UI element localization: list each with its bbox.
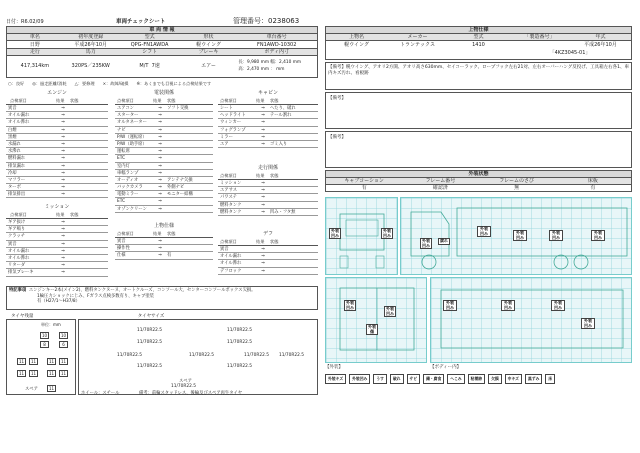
result: ⇒ bbox=[261, 181, 265, 186]
result: ⇒ bbox=[261, 268, 265, 274]
result: ⇒ bbox=[158, 113, 162, 119]
check-item: リターダ bbox=[8, 263, 26, 269]
check-item: オイル漏れ bbox=[8, 248, 30, 254]
result: ⇒ bbox=[61, 127, 65, 133]
exterior-label: 【外装】 bbox=[325, 365, 343, 370]
damage-label: 外装 凹み bbox=[501, 300, 515, 311]
result: ⇒ bbox=[158, 177, 162, 183]
damage-legend-item: 破れ bbox=[390, 374, 404, 384]
note-box-2: 【備考】 bbox=[325, 92, 632, 129]
check-row bbox=[218, 260, 318, 267]
status-note: テール割れ bbox=[270, 113, 292, 119]
check-row bbox=[115, 105, 213, 112]
check-item: 水漏れ bbox=[8, 141, 21, 147]
check-row bbox=[6, 241, 108, 248]
result: ⇒ bbox=[261, 113, 265, 119]
check-row bbox=[6, 233, 108, 240]
check-row bbox=[218, 253, 318, 260]
date: 日付：R6.02/09 bbox=[6, 19, 44, 25]
result: ⇒ bbox=[261, 127, 265, 133]
result: ⇒ bbox=[61, 120, 65, 126]
check-row bbox=[218, 127, 318, 134]
result: ⇒ bbox=[261, 202, 265, 208]
damage-legend-item: 粘着跡 bbox=[468, 374, 485, 384]
check-row bbox=[6, 255, 108, 262]
check-row bbox=[218, 202, 318, 209]
check-item: ギア鳴り bbox=[8, 227, 26, 233]
check-row bbox=[115, 184, 213, 191]
check-row bbox=[6, 177, 108, 184]
result: ⇒ bbox=[158, 239, 162, 244]
damage-legend-item: へこみ bbox=[447, 374, 464, 384]
damage-label: 外装 凹み bbox=[513, 230, 527, 241]
tire-diagram: 単位：mm 10 10 8 6 11 11 11 11 11 11 11 11 スペア 11 bbox=[6, 319, 76, 395]
electric-section: 電装関係 点検項目 結果 状態 エアコン ⇒ ソフト交換 スターター ⇒ オルタネーター ⇒ ナビ ⇒ P/W（運転席） ⇒ P/W（助手席） ⇒ 運転席 ⇒ ETC ⇒ 室内灯 ⇒ 車幅ランプ ⇒ オーディオ ⇒ アンテナ欠損 バックカメラ ⇒ 外側ナビ 電動ミラー ⇒ モニター結構 ETC ⇒ オゾンクリーン ⇒ bbox=[115, 89, 213, 219]
check-item: クラッチ bbox=[8, 234, 26, 240]
check-item: P/W（運転席） bbox=[117, 134, 147, 140]
result: ⇒ bbox=[61, 220, 65, 225]
check-row bbox=[6, 219, 108, 226]
diff-section: デフ 点検項目 結果 状態 異音 ⇒ オイル漏れ ⇒ オイル滲れ ⇒ デフロック ⇒ bbox=[218, 230, 318, 280]
result: ⇒ bbox=[261, 195, 265, 201]
check-item: 操作性 bbox=[117, 246, 130, 252]
result: ⇒ bbox=[61, 134, 65, 140]
exterior-status: 外装状態 キャブコーション フレーム番号 フレームのさび 床板 有 確認済 無 有 bbox=[325, 170, 632, 192]
result: ⇒ bbox=[261, 261, 265, 267]
check-item: バックカメラ bbox=[117, 185, 143, 191]
check-item: オイル滲れ bbox=[8, 255, 30, 261]
check-row bbox=[115, 177, 213, 184]
doc-title: 車両チェックシート bbox=[116, 19, 166, 25]
result: ⇒ bbox=[61, 248, 65, 254]
drive-section: 走行関係 点検項目 結果 状態 ミッション ⇒ エアサス ⇒ パワステ ⇒ 燃料タンク ⇒ 燃料タンク ⇒ 凹み・フタ無 bbox=[218, 164, 318, 224]
check-item: ウィンカー bbox=[220, 120, 242, 126]
status-note: ソフト交換 bbox=[167, 106, 189, 111]
check-item: 排気排出 bbox=[8, 192, 26, 198]
check-row bbox=[6, 155, 108, 162]
check-item: 異音 bbox=[220, 247, 229, 252]
check-item: P/W（助手席） bbox=[117, 141, 147, 147]
check-item: 車幅ランプ bbox=[117, 170, 139, 176]
result: ⇒ bbox=[61, 263, 65, 269]
check-item: 仕様 bbox=[117, 253, 126, 259]
damage-legend-item: うす bbox=[373, 374, 387, 384]
note-box-3: 【備考】 bbox=[325, 131, 632, 168]
check-item: ターボ bbox=[8, 185, 21, 191]
result: ⇒ bbox=[61, 270, 65, 276]
damage-label: 外装 凹み bbox=[383, 228, 391, 238]
result: ⇒ bbox=[158, 199, 162, 205]
damage-legend-item: 中キズ bbox=[505, 374, 522, 384]
check-item: エア bbox=[220, 141, 229, 147]
result: ⇒ bbox=[61, 149, 65, 155]
damage-label: 外装 凹み bbox=[591, 230, 605, 241]
status-note: ゴミ入り bbox=[270, 141, 288, 147]
check-row bbox=[218, 141, 318, 148]
check-row bbox=[218, 105, 318, 112]
check-row bbox=[218, 112, 318, 119]
check-row bbox=[6, 226, 108, 233]
result: ⇒ bbox=[158, 163, 162, 169]
result: ⇒ bbox=[61, 177, 65, 183]
damage-legend-item: 錆・腐食 bbox=[423, 374, 444, 384]
check-row bbox=[218, 180, 318, 187]
damage-label: 外装 凹み bbox=[551, 300, 565, 311]
result: ⇒ bbox=[261, 134, 265, 140]
check-item: オイル滲れ bbox=[220, 261, 242, 267]
result: ⇒ bbox=[158, 253, 162, 259]
result: ⇒ bbox=[158, 120, 162, 126]
result: ⇒ bbox=[61, 241, 65, 247]
damage-label: 外装 凹み bbox=[581, 318, 595, 329]
result: ⇒ bbox=[61, 170, 65, 176]
check-row bbox=[6, 269, 108, 276]
check-row bbox=[6, 148, 108, 155]
result: ⇒ bbox=[61, 227, 65, 233]
check-row bbox=[6, 141, 108, 148]
check-item: 運転席 bbox=[117, 149, 130, 155]
damage-label: 外装 凹み bbox=[549, 230, 563, 241]
result: ⇒ bbox=[158, 149, 162, 155]
tire-section: タイヤ残量 タイヤサイズ 単位：mm 10 10 8 6 11 11 11 11 11 11 11 11 スペア 11 11/70R22.5 11/70R22.5 11/70R22.5 11/70R22.5 11/70R22.5 11/70R22.5 11/70R22.5 11/70R22.5 11/70R22.5 11/70R22.5 スペア 11/70R22.5 ホイール：スチール 備考：前輪スタッドレス、後輪及びスペア再生タイヤ bbox=[6, 313, 318, 403]
check-item: エアコン bbox=[117, 106, 134, 111]
check-item: 異音 bbox=[117, 239, 126, 244]
result: ⇒ bbox=[261, 106, 265, 111]
check-item: オルタネーター bbox=[117, 120, 147, 126]
check-row bbox=[6, 170, 108, 177]
result: ⇒ bbox=[261, 209, 265, 215]
check-item: ミラー bbox=[220, 134, 233, 140]
check-item: ギア抜け bbox=[8, 220, 26, 225]
check-row bbox=[115, 163, 213, 170]
result: ⇒ bbox=[61, 113, 65, 119]
check-row bbox=[115, 245, 213, 252]
result: ⇒ bbox=[158, 141, 162, 147]
result: ⇒ bbox=[61, 185, 65, 191]
check-item: フォグランプ bbox=[220, 127, 246, 133]
damage-label: 腐れ bbox=[440, 238, 448, 243]
check-item: オイル漏れ bbox=[220, 254, 242, 260]
check-item: 燃料漏れ bbox=[8, 156, 26, 162]
result: ⇒ bbox=[158, 106, 162, 111]
check-row bbox=[115, 148, 213, 155]
result: ⇒ bbox=[261, 120, 265, 126]
check-row bbox=[6, 184, 108, 191]
damage-label: 外装 凹み bbox=[386, 306, 394, 316]
check-item: ETC bbox=[117, 156, 126, 162]
damage-label: 外装 凹み bbox=[346, 300, 354, 310]
damage-legend-item: 床 bbox=[545, 374, 555, 384]
damage-label: 外装 凹み bbox=[443, 300, 457, 311]
mileage: 417,314km bbox=[20, 63, 50, 69]
check-row bbox=[6, 134, 108, 141]
damage-label: 外装 傷 bbox=[368, 324, 376, 334]
body-label: 【ボディー内】 bbox=[430, 365, 462, 370]
check-row bbox=[115, 127, 213, 134]
mission-section: ミッション 点検項目 結果 状態 ギア抜け ⇒ ギア鳴り ⇒ クラッチ ⇒ 異音 ⇒ オイル漏れ ⇒ オイル滲れ ⇒ リターダ ⇒ 排気ブレーキ ⇒ bbox=[6, 203, 108, 283]
result: ⇒ bbox=[61, 156, 65, 162]
check-item: マフラー bbox=[8, 177, 26, 183]
check-row bbox=[218, 209, 318, 216]
engine-section: エンジン 点検項目 結果 状態 異音 ⇒ オイル漏れ ⇒ オイル滲れ ⇒ 白煙 ⇒ 黒煙 ⇒ 水漏れ ⇒ 水滲れ ⇒ 燃料漏れ ⇒ 排気漏れ ⇒ 冷却 ⇒ マフラー ⇒ ターボ ⇒ 排気排出 ⇒ bbox=[6, 89, 108, 199]
truck-rear-view bbox=[325, 277, 427, 363]
check-item: パワステ bbox=[220, 195, 237, 201]
check-item: 冷却 bbox=[8, 170, 17, 176]
check-item: 異音 bbox=[8, 106, 17, 111]
result: ⇒ bbox=[158, 156, 162, 162]
check-item: 排気漏れ bbox=[8, 163, 26, 169]
check-item: オイル漏れ bbox=[8, 113, 30, 119]
special-notes: 特記事項 エンジンキー2本(メイン2)、燃料タンクヌーヌ、オートクルーズ、コンソール大、センターコンソールボックス欠損。 1輪圧力ショックにじみ、Fガラス点検多数有り、キャブ塗装 有（H27/1〜H37/8） bbox=[6, 286, 318, 310]
check-row bbox=[115, 112, 213, 119]
car-name: 日野 bbox=[29, 42, 40, 48]
check-row bbox=[218, 246, 318, 253]
result: ⇒ bbox=[261, 254, 265, 260]
check-item: ミッション bbox=[220, 181, 242, 186]
check-item: オーディオ bbox=[117, 177, 139, 183]
result: ⇒ bbox=[61, 234, 65, 240]
result: ⇒ bbox=[61, 255, 65, 261]
check-item: 燃料タンク bbox=[220, 209, 242, 215]
check-row bbox=[115, 198, 213, 205]
loading-section: 上物仕様 点検項目 結果 状態 異音 ⇒ 操作性 ⇒ 仕様 ⇒ 有 bbox=[115, 222, 213, 252]
check-row bbox=[6, 248, 108, 255]
mgmt-number: 管理番号：0238063 bbox=[233, 17, 300, 25]
check-row bbox=[115, 119, 213, 126]
status-note: へたり、破れ bbox=[270, 106, 296, 111]
check-item: デフロック bbox=[220, 268, 242, 274]
check-item: オイル滲れ bbox=[8, 120, 30, 126]
check-item: 白煙 bbox=[8, 127, 17, 133]
result: ⇒ bbox=[61, 163, 65, 169]
truck-front-view bbox=[325, 197, 398, 275]
legend: ○：良好 ◎：過走距離/消耗 △：要修理 ×：故障/破損 ※：あくまでも目視による点検結果です bbox=[8, 81, 212, 86]
status-note: 有 bbox=[167, 253, 172, 259]
damage-label: 外装 凹み bbox=[422, 238, 430, 248]
result: ⇒ bbox=[158, 127, 162, 133]
check-row bbox=[115, 141, 213, 148]
damage-label: 外装 凹み bbox=[331, 228, 339, 238]
status-note: アンテナ欠損 bbox=[167, 177, 193, 183]
check-item: シート bbox=[220, 106, 233, 111]
result: ⇒ bbox=[158, 134, 162, 140]
vehicle-info: 車 両 情 報 車名 初年度登録 型式 形状 車台番号 日野 平成26年10月 QPG-FN1AWDA 幌ウイング FN1AWD-10302 走行 馬力 シフト ブレーキ ボディ内寸 417,314km 320PS／235KW M/T 7速 エアー 長：9,980 mm 幅：2,410 mm 高：2,470 mm ： mm bbox=[6, 26, 318, 78]
cabin-section: キャビン 点検項目 結果 状態 シート ⇒ へたり、破れ ヘッドライト ⇒ テール割れ ウィンカー ⇒ フォグランプ ⇒ ミラー ⇒ エア ⇒ ゴミ入り bbox=[218, 89, 318, 149]
check-row bbox=[6, 163, 108, 170]
result: ⇒ bbox=[61, 192, 65, 198]
check-row bbox=[115, 191, 213, 198]
check-item: スターター bbox=[117, 113, 139, 119]
status-note: 外側ナビ bbox=[167, 185, 185, 191]
check-item: ヘッドライト bbox=[220, 113, 246, 119]
check-item: 排気ブレーキ bbox=[8, 270, 34, 276]
result: ⇒ bbox=[158, 170, 162, 176]
status-note: 凹み・フタ無 bbox=[270, 209, 296, 215]
damage-legend-item: 欠損 bbox=[488, 374, 502, 384]
check-row bbox=[115, 134, 213, 141]
check-row bbox=[115, 170, 213, 177]
check-row bbox=[218, 194, 318, 201]
check-row bbox=[218, 119, 318, 126]
check-item: ETC bbox=[117, 199, 126, 205]
check-row bbox=[6, 262, 108, 269]
check-item: エアサス bbox=[220, 188, 238, 194]
check-row bbox=[218, 187, 318, 194]
upper-note: 【備考】幌ウイング、アオリ2方開、アオリ高さ630mm、セイコーラック、ロープフック左右21対、左右オーバーハング反投げ、工具箱左右各1、車内キズ汚れ、看板跡 bbox=[325, 62, 632, 90]
truck-side-view bbox=[400, 197, 632, 275]
result: ⇒ bbox=[158, 192, 162, 198]
tire-fl: 10 bbox=[41, 333, 48, 338]
check-row bbox=[6, 112, 108, 119]
damage-legend-item: サビ bbox=[407, 374, 421, 384]
result: ⇒ bbox=[158, 246, 162, 252]
result: ⇒ bbox=[261, 247, 265, 252]
check-row bbox=[6, 119, 108, 126]
result: ⇒ bbox=[158, 206, 162, 212]
upper-spec: 上物仕様 上物名 メーカー 型式 「製造番号」 年式 幌ウイング トランテックス 1410 平成26年10月 「4KZ3045-01」 bbox=[325, 26, 632, 60]
check-row bbox=[115, 155, 213, 162]
check-row bbox=[218, 134, 318, 141]
check-item: 燃料タンク bbox=[220, 202, 242, 208]
truck-body-outline bbox=[431, 278, 633, 364]
truck-rear-outline bbox=[326, 278, 428, 364]
check-row bbox=[218, 268, 318, 275]
status-note: モニター結構 bbox=[167, 192, 193, 198]
check-row bbox=[6, 191, 108, 198]
check-item: 水滲れ bbox=[8, 149, 21, 155]
result: ⇒ bbox=[261, 141, 265, 147]
result: ⇒ bbox=[261, 188, 265, 194]
check-item: 室内灯 bbox=[117, 163, 130, 169]
result: ⇒ bbox=[61, 141, 65, 147]
check-item: ナビ bbox=[117, 127, 126, 133]
check-row bbox=[115, 238, 213, 245]
damage-legend-item: 外装キズ bbox=[325, 374, 346, 384]
result: ⇒ bbox=[61, 106, 65, 111]
check-row bbox=[6, 105, 108, 112]
result: ⇒ bbox=[158, 185, 162, 191]
damage-label: 外装 凹み bbox=[477, 226, 491, 237]
check-item: オゾンクリーン bbox=[117, 206, 147, 212]
check-row bbox=[115, 206, 213, 213]
damage-legend-item: 外装凹み bbox=[349, 374, 370, 384]
damage-legend bbox=[325, 371, 632, 387]
check-item: 黒煙 bbox=[8, 134, 17, 140]
check-item: 電動ミラー bbox=[117, 192, 139, 198]
check-row bbox=[115, 252, 213, 259]
tire-sizes: 11/70R22.5 11/70R22.5 11/70R22.5 11/70R22.5 11/70R22.5 11/70R22.5 11/70R22.5 11/70R22.5 11/70R22.5 11/70R22.5 スペア 11/70R22.5 ホイール：スチール 備考：前輪スタッドレス、後輪及びスペア再生タイヤ bbox=[78, 319, 318, 395]
check-row bbox=[6, 127, 108, 134]
damage-legend-item: 黒ずみ bbox=[525, 374, 542, 384]
check-item: 異音 bbox=[8, 241, 17, 247]
truck-body-view bbox=[430, 277, 632, 363]
